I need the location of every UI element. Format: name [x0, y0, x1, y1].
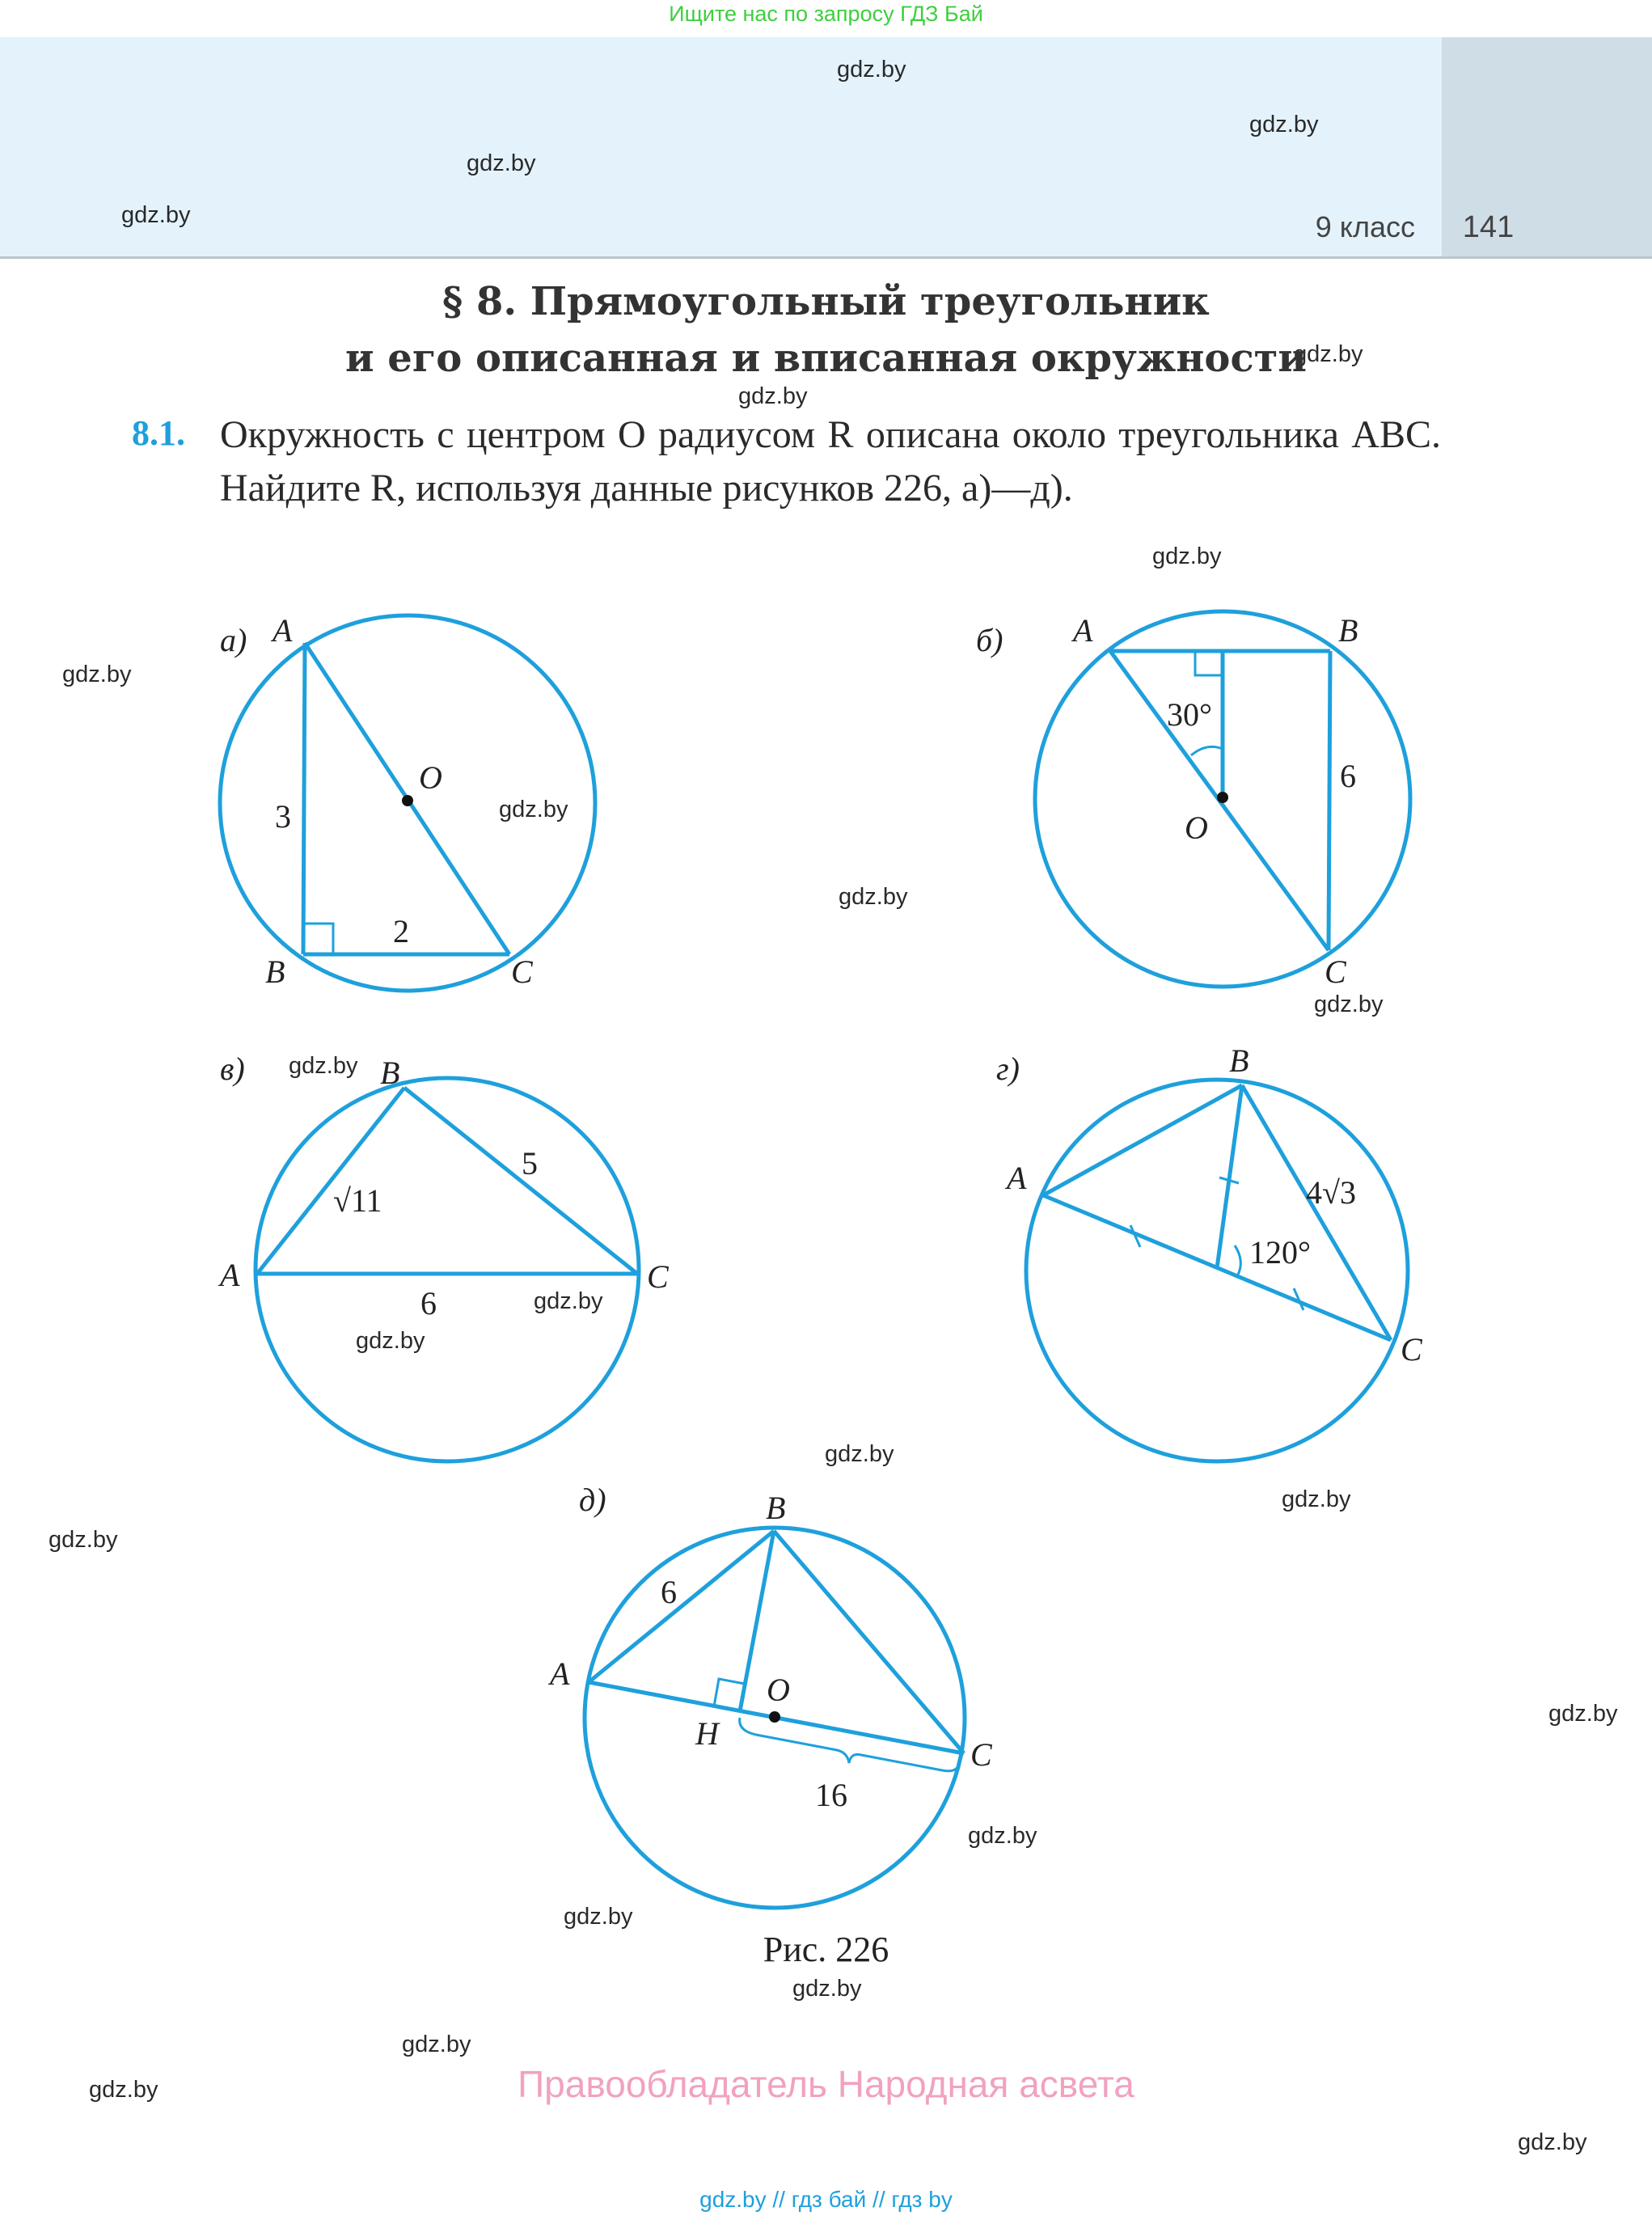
- fig-a-vertex-a: A: [273, 612, 293, 649]
- fig-d-label: д): [579, 1482, 606, 1518]
- fig-b-vertex-b: B: [1338, 612, 1358, 649]
- fig-g-vertex-a: A: [1007, 1160, 1027, 1196]
- problem-number: 8.1.: [132, 413, 185, 453]
- watermark: gdz.by: [792, 1976, 862, 2002]
- fig-b-angle-arc: [1191, 746, 1223, 755]
- fig-d-vertex-a: A: [550, 1655, 570, 1692]
- problem-text: Окружность с центром O радиусом R описана около треугольника ABC. Найдите R, используя данные рисунков 226, а)—д).: [220, 413, 1441, 509]
- fig-v-vertex-b: B: [380, 1055, 400, 1091]
- fig-b-vertex-c: C: [1325, 953, 1346, 990]
- watermark: gdz.by: [467, 150, 536, 176]
- fig-b-label: б): [976, 622, 1003, 658]
- copyright-owner: Правообладатель Народная асвета: [518, 2063, 1134, 2105]
- fig-g-angle-value: 120°: [1249, 1234, 1311, 1271]
- fig-a-length-bc: 2: [393, 913, 409, 949]
- watermark: gdz.by: [968, 1823, 1037, 1849]
- watermark: gdz.by: [564, 1904, 633, 1930]
- fig-g-label: г): [996, 1051, 1020, 1087]
- fig-d-center-o: O: [767, 1672, 790, 1708]
- fig-v-length-ac: 6: [420, 1285, 437, 1321]
- fig-d-vertex-b: B: [766, 1490, 786, 1526]
- watermark: gdz.by: [1548, 1701, 1618, 1727]
- fig-d-center-dot: [769, 1711, 780, 1723]
- watermark: gdz.by: [89, 2077, 158, 2103]
- fig-a-right-angle: [303, 924, 333, 954]
- fig-g-length-bc: 4√3: [1306, 1174, 1356, 1211]
- fig-b-center-o: O: [1185, 810, 1208, 846]
- watermark: gdz.by: [356, 1328, 425, 1354]
- watermark: gdz.by: [839, 884, 908, 910]
- grade-label: 9 класс: [1315, 210, 1415, 243]
- watermark: gdz.by: [1294, 341, 1363, 367]
- fig-d-side-bc: [774, 1531, 964, 1753]
- fig-a-center-o: O: [419, 759, 442, 796]
- section-title-line2: и его описанная и вписанная окружности: [344, 336, 1308, 381]
- watermark: gdz.by: [289, 1053, 358, 1079]
- fig-v-vertex-c: C: [647, 1258, 669, 1295]
- watermark: gdz.by: [825, 1441, 894, 1467]
- watermark: gdz.by: [738, 383, 808, 409]
- fig-b-center-dot: [1217, 792, 1228, 803]
- watermark: gdz.by: [1518, 2129, 1587, 2155]
- fig-v-vertex-a: A: [220, 1257, 240, 1293]
- fig-a-label: а): [220, 622, 247, 658]
- bottom-links[interactable]: gdz.by // гдз бай // гдз by: [699, 2187, 953, 2212]
- fig-v-length-ab: √11: [333, 1182, 382, 1219]
- watermark: gdz.by: [534, 1288, 603, 1314]
- figure-caption: Рис. 226: [763, 1930, 889, 1969]
- fig-b-length-bc: 6: [1340, 758, 1356, 794]
- top-search-link[interactable]: Ищите нас по запросу ГДЗ Бай: [669, 2, 983, 26]
- fig-g-angle-arc: [1235, 1245, 1240, 1276]
- fig-a-length-ab: 3: [275, 798, 291, 835]
- watermark: gdz.by: [62, 662, 132, 687]
- fig-v-side-bc: [404, 1088, 637, 1274]
- watermark: gdz.by: [499, 797, 568, 822]
- fig-a-center-dot: [402, 795, 413, 806]
- fig-a-vertex-b: B: [265, 953, 285, 990]
- fig-g-side-ab: [1043, 1085, 1242, 1195]
- fig-v-label: в): [220, 1051, 245, 1087]
- fig-b-right-angle: [1195, 651, 1223, 675]
- watermark: gdz.by: [837, 57, 906, 82]
- fig-a-vertex-c: C: [511, 953, 533, 990]
- fig-v-length-bc: 5: [522, 1145, 538, 1182]
- watermark: gdz.by: [1249, 112, 1319, 137]
- fig-g-vertex-b: B: [1229, 1042, 1249, 1079]
- fig-a-side-ab: [303, 643, 305, 954]
- fig-g-vertex-c: C: [1401, 1331, 1422, 1368]
- fig-d-vertex-c: C: [970, 1736, 992, 1773]
- watermark: gdz.by: [1314, 991, 1384, 1017]
- fig-d-length-ab: 6: [661, 1574, 677, 1610]
- watermark: gdz.by: [1282, 1486, 1351, 1512]
- watermark: gdz.by: [49, 1527, 118, 1553]
- fig-b-vertex-a: A: [1073, 612, 1093, 649]
- fig-b-side-bc: [1329, 651, 1330, 950]
- fig-d-length-hc: 16: [815, 1777, 847, 1813]
- watermark: gdz.by: [402, 2032, 471, 2057]
- fig-v-circle: [256, 1078, 639, 1461]
- page-number: 141: [1462, 210, 1515, 244]
- fig-d-foot-h: H: [695, 1715, 719, 1752]
- fig-b-angle-value: 30°: [1167, 696, 1212, 733]
- watermark: gdz.by: [1152, 543, 1222, 569]
- section-title-line1: § 8. Прямоугольный треугольник: [442, 279, 1210, 324]
- watermark: gdz.by: [121, 202, 191, 228]
- fig-g-side-bc: [1242, 1085, 1391, 1340]
